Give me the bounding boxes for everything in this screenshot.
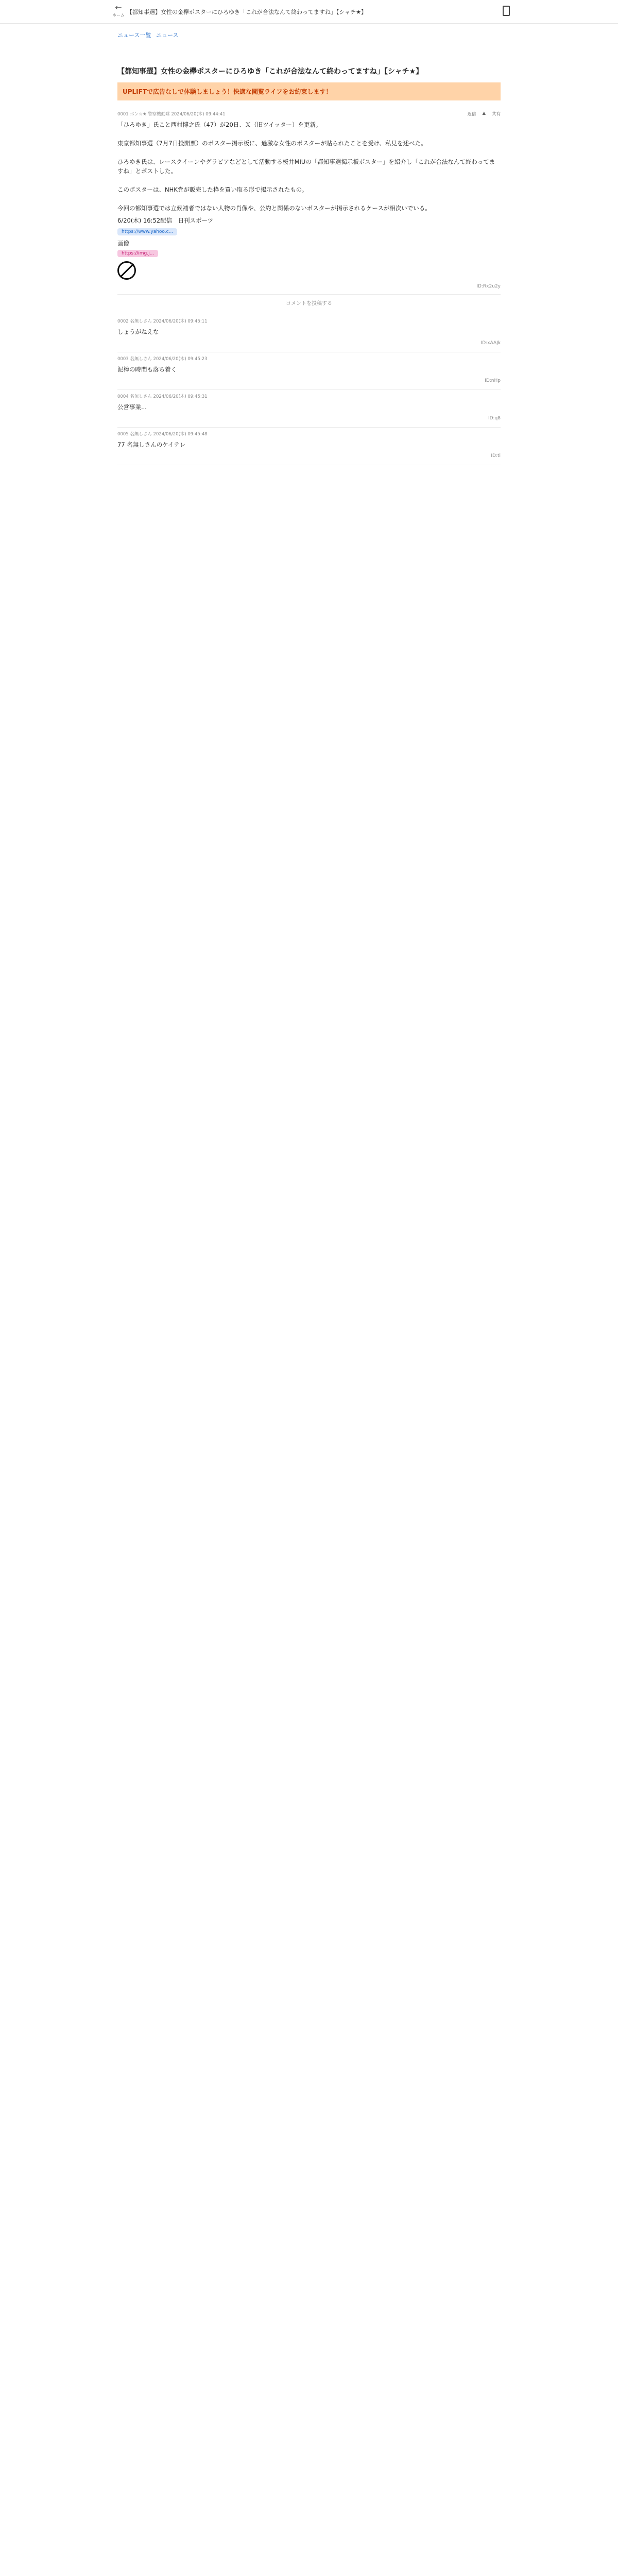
post-foot — [117, 341, 501, 346]
post-list — [117, 315, 501, 465]
post-meta-text: 0002 名無しさん 2024/06/20(木) 09:45:11 — [117, 319, 208, 324]
post-foot — [117, 416, 501, 421]
post-body: 「ひろゆき」氏こと西村博之氏（47）が20日、Ｘ（旧ツイッター）を更新。 東京都知事選（7月7日投開票）のポスター掲示板に、過激な女性のポスターが貼られたことを受け、私見を述べた。 ひろゆき氏は、レースクイーンやグラビアなどとして活動する桜井MIUの「都知事選掲示板ポスター」を紹介し「これが合法なんて終わってますね」とポストした。 このポスターは、NHK党が販売した枠を買い取る形で掲示されたもの。 今回の都知事選では立候補者ではない人物の肖像や、公約と関係のないポスターが掲示されるケースが相次いでいる。 — [117, 121, 495, 212]
post-meta — [117, 393, 501, 399]
post-foot — [117, 453, 501, 459]
bookmark-icon[interactable] — [503, 6, 510, 16]
post-item — [117, 428, 501, 465]
image-label: 画像 — [117, 240, 129, 247]
post-id: ID:q8 — [488, 416, 501, 421]
breadcrumb — [0, 24, 618, 39]
top-bar — [0, 0, 618, 24]
breadcrumb-item-1[interactable]: ニュース一覧 — [117, 32, 151, 39]
post-meta-text: 0005 名無しさん 2024/06/20(木) 09:45:48 — [117, 432, 208, 437]
thread-wrap — [117, 39, 501, 465]
post-item — [117, 315, 501, 352]
comment-link[interactable]: コメントを投稿する — [286, 301, 332, 307]
post-id: ID:nHp — [485, 378, 501, 383]
no-image-icon — [117, 261, 136, 280]
post-id: ID:Rx2u2y — [476, 284, 501, 289]
post-body: 泥棒の時間も落ち着く — [117, 366, 177, 373]
post-meta — [117, 355, 501, 362]
back-arrow-icon: ← — [115, 3, 122, 12]
thread-title: 【都知事選】女性の金欅ポスターにひろゆき「これが合法なんて終わってますね」【シャチ★】 — [117, 67, 423, 76]
page-title: 【都知事選】女性の金欅ポスターにひろゆき「これが合法なんて終わってますね」【シャチ★】 — [127, 8, 367, 15]
post-meta — [117, 111, 501, 117]
back-button[interactable] — [110, 3, 127, 18]
post-source: 6/20(木) 16:52配信 日刊スポーツ — [117, 217, 214, 224]
post-meta-text: 0003 名無しさん 2024/06/20(木) 09:45:23 — [117, 357, 208, 362]
post-meta-text: 0001 ポン☆★ 警察機動隊 2024/06/20(木) 09:44:41 — [117, 112, 226, 117]
post-actions — [467, 111, 501, 117]
post-meta — [117, 431, 501, 437]
breadcrumb-item-2[interactable]: ニュース — [156, 32, 179, 39]
post-body: しょうがねえな — [117, 328, 159, 335]
post-id: ID:ti — [491, 453, 501, 459]
post-item — [117, 390, 501, 428]
post-1 — [117, 108, 501, 295]
post-body: 77 名無しさんのケイテレ — [117, 441, 186, 448]
reply-button[interactable]: 返信 — [467, 112, 476, 117]
post-meta — [117, 318, 501, 324]
post-foot — [117, 378, 501, 383]
post-meta-text: 0004 名無しさん 2024/06/20(木) 09:45:31 — [117, 394, 208, 399]
share-button[interactable]: 共有 — [491, 112, 501, 117]
post-id: ID:xAAJk — [480, 341, 501, 346]
post-foot — [117, 284, 501, 289]
post-item — [117, 352, 501, 390]
promo-banner[interactable]: UPLIFTで広告なしで体験しましょう！快適な閲覧ライフをお約束します！ — [117, 82, 501, 100]
image-link[interactable]: https://img.j... — [117, 250, 158, 257]
post-body: 公営事業... — [117, 403, 147, 411]
back-label: ホーム — [112, 13, 125, 18]
source-link[interactable]: https://www.yahoo.c... — [117, 228, 177, 235]
up-button[interactable]: ▲ — [482, 111, 486, 116]
